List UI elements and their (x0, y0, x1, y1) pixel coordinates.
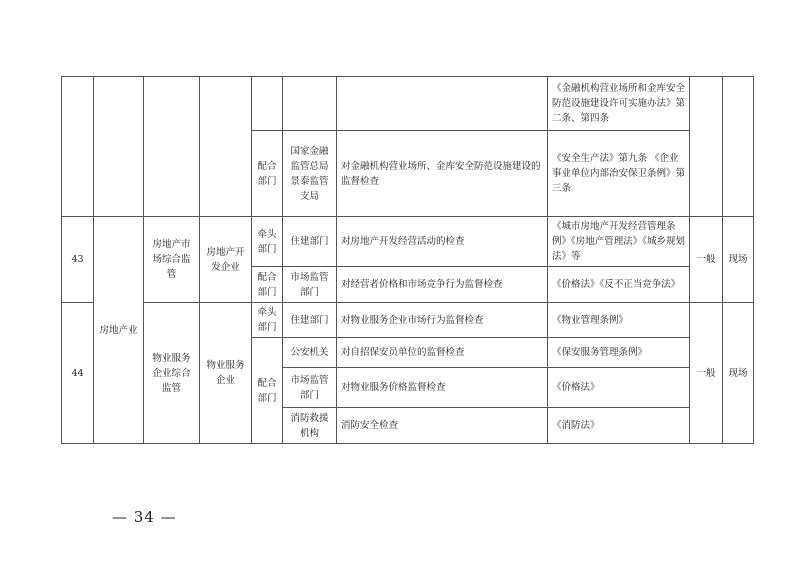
cell-subject: 房地产开发企业 (200, 217, 252, 303)
cell-role: 牵头部门 (252, 217, 283, 267)
page-number: — 34 — (112, 508, 177, 526)
cell-scene (144, 77, 200, 217)
cell-role: 配合部门 (252, 338, 283, 444)
cell-item: 对自招保安员单位的监督检查 (337, 338, 548, 368)
cell-item: 对经营者价格和市场竞争行为监督检查 (337, 267, 548, 303)
cell-industry: 房地产业 (94, 217, 144, 444)
cell-basis: 《价格法》《反不正当竞争法》 (548, 267, 690, 303)
table-row (62, 303, 754, 338)
cell-dept: 公安机关 (283, 338, 337, 368)
cell-subject (200, 77, 252, 217)
cell-role: 配合部门 (252, 267, 283, 303)
cell-role: 牵头部门 (252, 303, 283, 338)
cell-level: 一般 (690, 303, 723, 444)
cell-basis: 《物业管理条例》 (548, 303, 690, 338)
table-row (62, 217, 754, 267)
cell-level (690, 77, 723, 217)
table-row (62, 77, 754, 131)
cell-scene: 物业服务企业综合监管 (144, 303, 200, 444)
cell-item: 消防安全检查 (337, 408, 548, 444)
cell-basis: 《金融机构营业场所和金库安全防范设施建设许可实施办法》第二条、第四条 (548, 77, 690, 131)
cell-role: 配合部门 (252, 131, 283, 217)
cell-industry (94, 77, 144, 217)
cell-method (723, 77, 754, 217)
cell-dept: 市场监管部门 (283, 368, 337, 408)
cell-dept: 市场监管部门 (283, 267, 337, 303)
cell-method: 现场 (723, 217, 754, 303)
cell-dept: 住建部门 (283, 217, 337, 267)
cell-item: 对物业服务企业市场行为监督检查 (337, 303, 548, 338)
cell-item: 对房地产开发经营活动的检查 (337, 217, 548, 267)
cell-subject: 物业服务企业 (200, 303, 252, 444)
inspection-table (61, 76, 754, 444)
cell-no: 44 (62, 303, 94, 444)
cell-item (337, 77, 548, 131)
cell-basis: 《保安服务管理条例》 (548, 338, 690, 368)
cell-scene: 房地产市场综合监管 (144, 217, 200, 303)
cell-basis: 《城市房地产开发经营管理条例》《房地产管理法》《城乡规划法》等 (548, 217, 690, 267)
cell-no: 43 (62, 217, 94, 303)
cell-item: 对金融机构营业场所、金库安全防范设施建设的监督检查 (337, 131, 548, 217)
cell-no (62, 77, 94, 217)
cell-method: 现场 (723, 303, 754, 444)
cell-dept (283, 77, 337, 131)
cell-level: 一般 (690, 217, 723, 303)
cell-item: 对物业服务价格监督检查 (337, 368, 548, 408)
cell-basis: 《安全生产法》第九条 《企业事业单位内部治安保卫条例》第三条 (548, 131, 690, 217)
cell-dept: 国家金融监管总局景泰监管支局 (283, 131, 337, 217)
cell-dept: 消防救援机构 (283, 408, 337, 444)
cell-basis: 《消防法》 (548, 408, 690, 444)
cell-basis: 《价格法》 (548, 368, 690, 408)
cell-dept: 住建部门 (283, 303, 337, 338)
cell-role (252, 77, 283, 131)
